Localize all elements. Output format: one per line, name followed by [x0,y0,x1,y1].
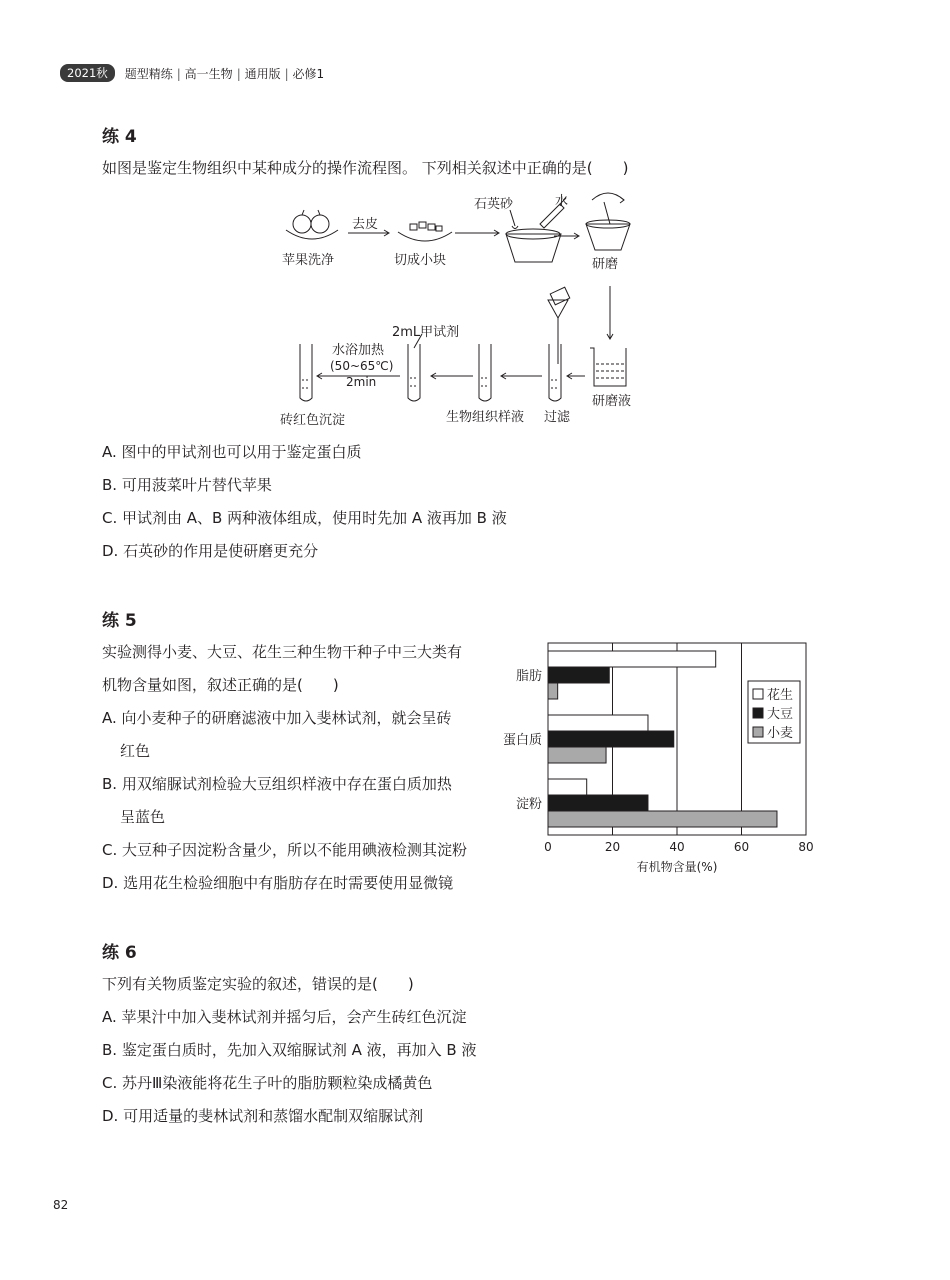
label-sample: 生物组织样液 [446,410,525,425]
test-tube-icon [549,344,561,401]
exercise-6-stem: 下列有关物质鉴定实验的叙述，错误的是( ) [102,975,414,993]
exercise-6-option: B. 鉴定蛋白质时，先加入双缩脲试剂 A 液，再加入 B 液 [102,1041,477,1059]
label-temp: (50~65℃) [330,359,394,373]
bar [548,795,648,811]
test-tube-icon [300,344,312,401]
label-cut: 切成小块 [394,253,447,268]
x-tick-label: 60 [733,840,750,854]
exercise-6-option: A. 苹果汁中加入斐林试剂并摇匀后，会产生砖红色沉淀 [102,1008,467,1026]
exercise-5-title: 练 5 [102,611,137,631]
exercise-5-option-cont: 红色 [120,742,151,760]
exercise-5-option: C. 大豆种子因淀粉含量少，所以不能用碘液检测其淀粉 [102,841,468,859]
exercise-4-option: B. 可用菠菜叶片替代苹果 [102,476,272,494]
exercise-5-line: 机物含量如图，叙述正确的是( ) [102,676,339,694]
legend-label: 小麦 [767,726,794,741]
x-tick-label: 20 [604,840,621,854]
exercise-5-option: B. 用双缩脲试剂检验大豆组织样液中存在蛋白质加热 [102,775,452,793]
label-precipitate: 砖红色沉淀 [280,413,346,428]
breadcrumb: 题型精练 | 高一生物 | 通用版 | 必修1 [124,66,325,81]
category-label: 脂肪 [515,669,542,684]
bar [548,747,606,763]
exercise-4-stem: 如图是鉴定生物组织中某种成分的操作流程图。 下列相关叙述中正确的是( ) [102,159,629,177]
legend-label: 花生 [767,688,794,703]
label-grind: 研磨 [592,257,619,272]
apple-icon [311,215,329,233]
bar [548,667,609,683]
funnel-icon [548,300,568,318]
plate-icon [398,232,452,241]
legend-swatch [753,708,763,718]
label-water: 水 [555,194,569,209]
legend-swatch [753,727,763,737]
category-label: 蛋白质 [502,733,542,748]
breadcrumb-item: 通用版 [244,66,281,81]
page-header [60,64,324,82]
category-label: 淀粉 [515,797,542,812]
label-sand: 石英砂 [474,197,514,212]
label-apple-wash: 苹果洗净 [282,253,335,268]
exercise-5-line: 实验测得小麦、大豆、花生三种生物干种子中三大类有 [102,643,463,661]
exercise-5-option-cont: 呈蓝色 [120,808,166,826]
bar [548,731,674,747]
exercise-4-option: C. 甲试剂由 A、B 两种液体组成，使用时先加 A 液再加 B 液 [102,509,507,527]
apple-piece-icon [410,224,417,230]
test-tube-icon [408,344,420,401]
exercise-4-title: 练 4 [102,127,137,147]
exercise-4-option: D. 石英砂的作用是使研磨更充分 [102,542,319,560]
bar [548,715,648,731]
x-axis-label: 有机物含量(%) [636,860,718,874]
bar [548,811,777,827]
breadcrumb-item: 必修1 [292,66,325,81]
apple-icon [293,215,311,233]
breadcrumb-item: 题型精练 [124,66,173,81]
label-bath: 水浴加热 [332,343,385,358]
bar [548,779,587,795]
edition-badge: 2021秋 [60,64,115,82]
test-tube-icon [479,344,491,401]
x-tick-label: 40 [669,840,685,854]
label-reagent: 2mL甲试剂 [392,325,460,340]
beaker-icon [590,348,626,386]
mortar-icon [506,234,561,262]
x-tick-label: 0 [544,840,552,854]
organic-content-bar-chart [490,635,830,885]
exercise-6-option: D. 可用适量的斐林试剂和蒸馏水配制双缩脲试剂 [102,1107,424,1125]
label-peel: 去皮 [352,217,379,232]
exercise-6-title: 练 6 [102,943,137,963]
page-number: 82 [53,1198,69,1212]
exercise-5-option: A. 向小麦种子的研磨滤液中加入斐林试剂，就会呈砖 [102,709,452,727]
legend-swatch [753,689,763,699]
label-time: 2min [346,375,377,389]
exercise-5-option: D. 选用花生检验细胞中有脂肪存在时需要使用显微镜 [102,874,454,892]
exercise-4-option: A. 图中的甲试剂也可以用于鉴定蛋白质 [102,443,362,461]
breadcrumb-item: 高一生物 [184,66,233,81]
bar [548,651,716,667]
exercise-6-option: C. 苏丹Ⅲ染液能将花生子叶的脂肪颗粒染成橘黄色 [102,1074,433,1092]
x-tick-label: 80 [798,840,814,854]
label-filter: 过滤 [544,410,571,425]
procedure-diagram [270,188,650,433]
label-grind-liquid: 研磨液 [592,394,632,409]
plate-icon [286,230,338,239]
legend-label: 大豆 [767,707,794,722]
bar [548,683,558,699]
